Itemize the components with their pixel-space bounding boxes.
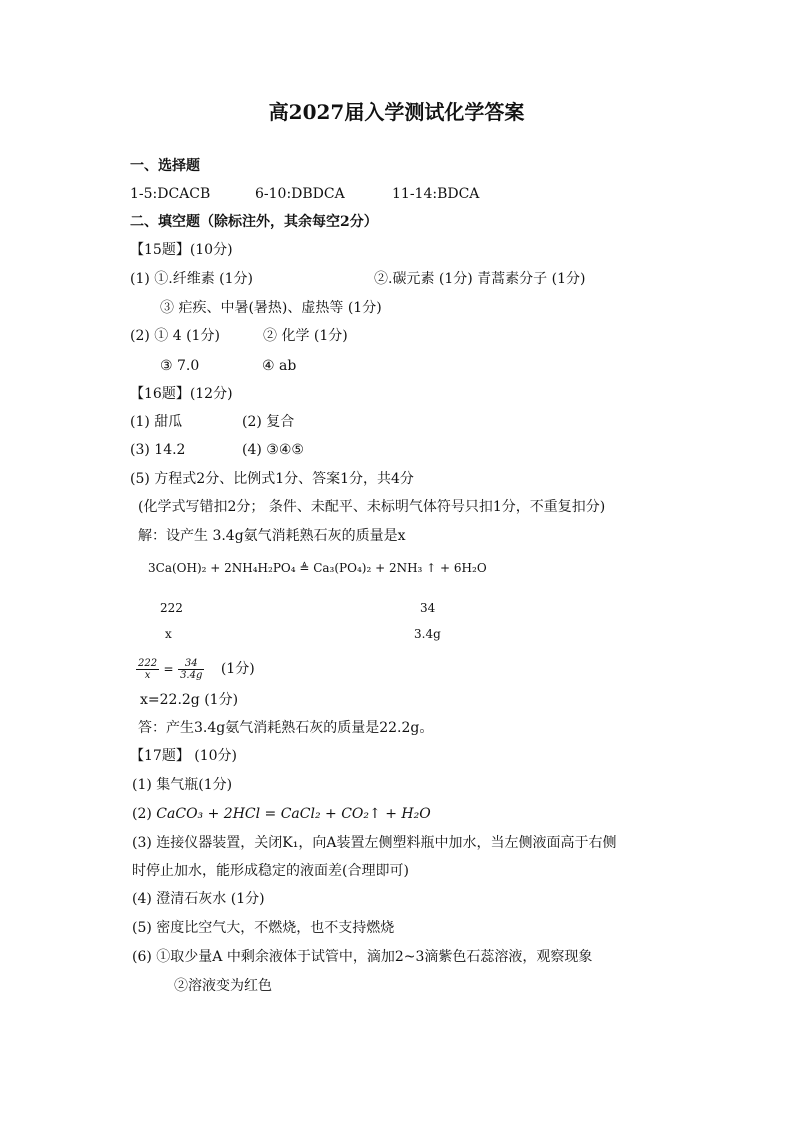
proportion-fraction-right: $\frac{34}{3.4g}$ [180, 657, 203, 681]
q17-answer-6-line1: (6) ①取少量A 中剩余液体于试管中，滴加2~3滴紫色石蕊溶液，观察现象 [132, 949, 593, 965]
q16-result: x=22.2g (1分) [140, 692, 239, 708]
q16-answer-4: (4) ③④⑤ [242, 442, 304, 458]
q16-molar-mass-nh3: 34 [420, 601, 436, 615]
q16-chemical-equation: 3Ca(OH)₂ + 2NH₄H₂PO₄ ≜ Ca₃(PO₄)₂ + 2NH₃ ↑ + 6H₂O [148, 561, 487, 575]
q16-final-answer: 答：产生3.4g氨气消耗熟石灰的质量是22.2g。 [138, 720, 434, 736]
q17-answer-5: (5) 密度比空气大，不燃烧，也不支持燃烧 [132, 920, 395, 936]
q16-answer-3: (3) 14.2 [130, 442, 186, 458]
q15-answer-1a: (1) ①.纤维素 (1分) [130, 271, 254, 287]
choice-answers-6-10: 6-10:DBDCA [255, 186, 345, 202]
section-2-heading: 二、填空题（除标注外，其余每空2分） [130, 214, 378, 230]
q17-answer-2 [132, 804, 431, 824]
q16-grading-note: (化学式写错扣2分； 条件、未配平、未标明气体符号只扣1分，不重复扣分) [138, 499, 606, 515]
q17-answer-1: (1) 集气瓶(1分) [132, 777, 233, 793]
page-title: 高2027届入学测试化学答案 [268, 100, 525, 124]
q15-answer-2b: ② 化学 (1分) [263, 328, 348, 344]
q16-answer-2: (2) 复合 [242, 414, 295, 430]
choice-answers-11-14: 11-14:BDCA [392, 186, 480, 202]
q16-heading: 【16题】(12分) [130, 386, 233, 402]
q16-known-mass: 3.4g [414, 627, 441, 641]
q17-answer-4: (4) 澄清石灰水 (1分) [132, 891, 265, 907]
q15-answer-2a: (2) ① 4 (1分) [130, 328, 220, 344]
proportion-fraction-left: $\frac{222}{x}$ [138, 657, 158, 681]
q16-proportion: $\frac{222}{x}$ = $\frac{34}{3.4g}$ (1分) [138, 657, 255, 681]
q15-heading: 【15题】(10分) [130, 242, 233, 258]
q16-answer-5: (5) 方程式2分、比例式1分、答案1分，共4分 [130, 471, 414, 487]
q17-answer-6-line2: ②溶液变为红色 [174, 978, 272, 994]
q15-answer-1b: ②.碳元素 (1分) 青蒿素分子 (1分) [374, 271, 586, 287]
q16-molar-mass-ca-oh: 222 [160, 601, 183, 615]
section-1-heading: 一、选择题 [130, 158, 200, 174]
q17-answer-3-line2: 时停止加水，能形成稳定的液面差(合理即可) [132, 863, 409, 879]
q16-answer-1: (1) 甜瓜 [130, 414, 183, 430]
q15-answer-2c: ③ 7.0 [160, 358, 200, 374]
q15-answer-2d: ④ ab [262, 358, 297, 374]
q17-answer-2-equation: CaCO₃ + 2HCl = CaCl₂ + CO₂↑ + H₂O [156, 806, 431, 822]
q15-answer-1c: ③ 疟疾、中暑(暑热)、虚热等 (1分) [160, 300, 382, 316]
q17-answer-2-number: (2) [132, 806, 152, 822]
proportion-score: (1分) [220, 661, 255, 677]
q17-heading: 【17题】 (10分) [130, 748, 238, 764]
q16-solution-intro: 解：设产生 3.4g氨气消耗熟石灰的质量是x [138, 528, 406, 544]
q17-answer-3-line1: (3) 连接仪器装置，关闭K₁，向A装置左侧塑料瓶中加水，当左侧液面高于右侧 [132, 835, 617, 851]
q16-unknown-mass: x [165, 627, 172, 641]
choice-answers-1-5: 1-5:DCACB [130, 186, 211, 202]
